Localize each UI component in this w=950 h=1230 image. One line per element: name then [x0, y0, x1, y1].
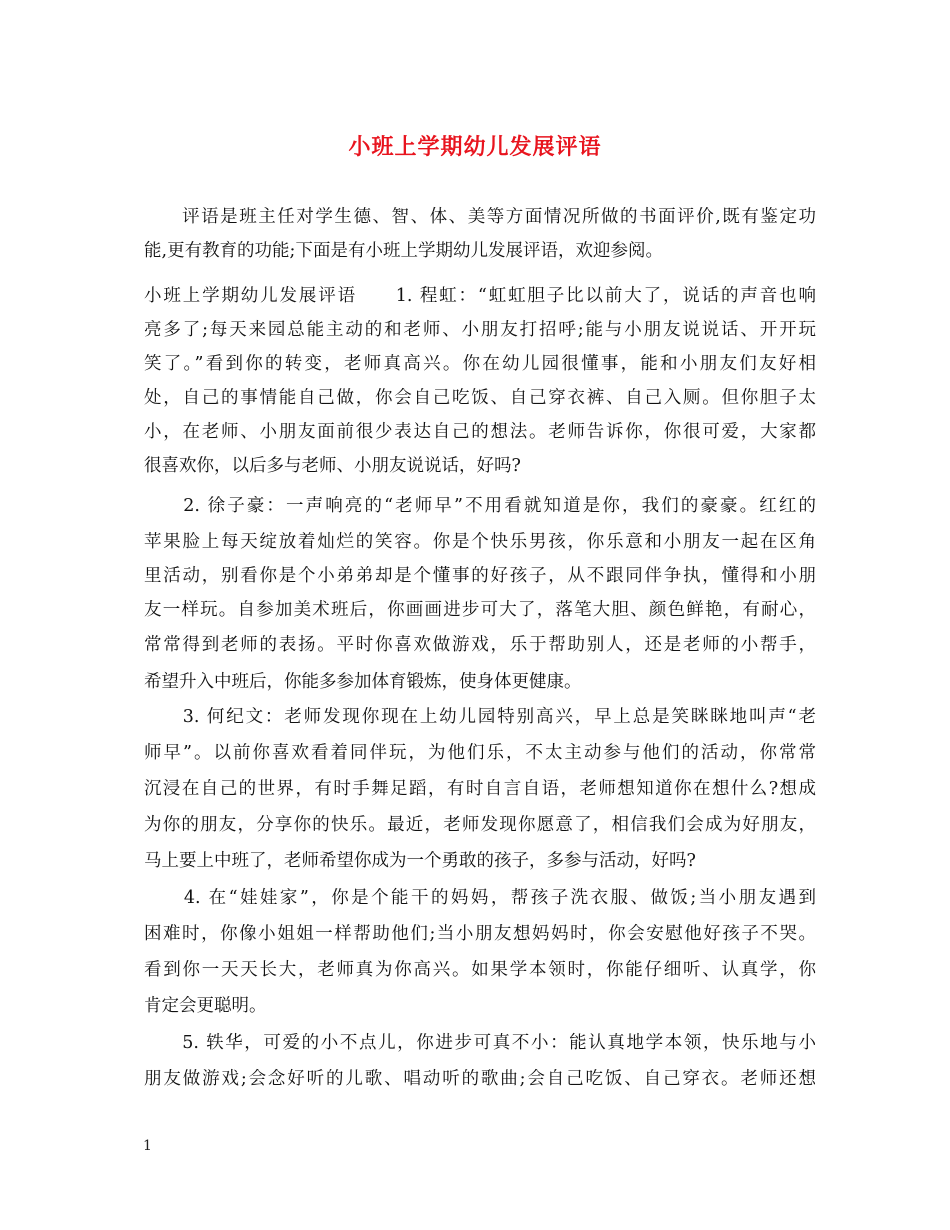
text-line: 能,更有教育的功能;下面是有小班上学期幼儿发展评语，欢迎参阅。	[144, 241, 663, 261]
text-line: 常常得到老师的表扬。平时你喜欢做游戏，乐于帮助别人，还是老师的小帮手，	[144, 635, 816, 655]
text-line: 沉浸在自己的世界，有时手舞足蹈，有时自言自语，老师想知道你在想什么?想成	[144, 779, 816, 799]
text-line: 里活动，别看你是个小弟弟却是个懂事的好孩子，从不跟同伴争执，懂得和小朋	[144, 566, 816, 586]
text-line: 小班上学期幼儿发展评语 1. 程虹：“虹虹胆子比以前大了，说话的声音也响	[144, 286, 816, 306]
text-line: 困难时，你像小姐姐一样帮助他们;当小朋友想妈妈时，你会安慰他好孩子不哭。	[144, 924, 816, 944]
text-line: 处，自己的事情能自己做，你会自己吃饭、自己穿衣裤、自己入厕。但你胆子太	[144, 388, 816, 408]
text-line: 小，在老师、小朋友面前很少表达自己的想法。老师告诉你，你很可爱，大家都	[144, 422, 816, 442]
text-line: 笑了。”看到你的转变，老师真高兴。你在幼儿园很懂事，能和小朋友们友好相	[144, 354, 816, 374]
text-line: 肯定会更聪明。	[144, 996, 267, 1016]
text-line: 很喜欢你，以后多与老师、小朋友说说话，好吗?	[144, 456, 521, 476]
text-line: 师早”。以前你喜欢看着同伴玩，为他们乐，不太主动参与他们的活动，你常常	[144, 743, 816, 763]
text-line: 3. 何纪文：老师发现你现在上幼儿园特别高兴，早上总是笑眯眯地叫声“老	[144, 707, 816, 727]
text-line: 5. 轶华，可爱的小不点儿，你进步可真不小：能认真地学本领，快乐地与小	[144, 1033, 816, 1053]
text-line: 评语是班主任对学生德、智、体、美等方面情况所做的书面评价,既有鉴定功	[144, 207, 816, 227]
page-number: 1	[143, 1138, 152, 1154]
text-line: 2. 徐子豪：一声响亮的“老师早”不用看就知道是你，我们的豪豪。红红的	[144, 496, 816, 516]
text-line: 为你的朋友，分享你的快乐。最近，老师发现你愿意了，相信我们会成为好朋友，	[144, 815, 816, 835]
text-line: 苹果脸上每天绽放着灿烂的笑容。你是个快乐男孩，你乐意和小朋友一起在区角	[144, 532, 816, 552]
text-line: 希望升入中班后，你能多参加体育锻炼，使身体更健康。	[144, 672, 582, 692]
text-line: 4. 在“娃娃家”，你是个能干的妈妈，帮孩子洗衣服、做饭;当小朋友遇到	[144, 888, 816, 908]
text-line: 朋友做游戏;会念好听的儿歌、唱动听的歌曲;会自己吃饭、自己穿衣。老师还想	[144, 1069, 816, 1089]
page-title: 小班上学期幼儿发展评语	[348, 134, 602, 160]
text-line: 友一样玩。自参加美术班后，你画画进步可大了，落笔大胆、颜色鲜艳，有耐心，	[144, 600, 816, 620]
text-line: 亮多了;每天来园总能主动的和老师、小朋友打招呼;能与小朋友说说话、开开玩	[144, 320, 816, 340]
text-line: 看到你一天天长大，老师真为你高兴。如果学本领时，你能仔细听、认真学，你	[144, 960, 816, 980]
text-line: 马上要上中班了，老师希望你成为一个勇敢的孩子，多参与活动，好吗?	[144, 851, 696, 871]
